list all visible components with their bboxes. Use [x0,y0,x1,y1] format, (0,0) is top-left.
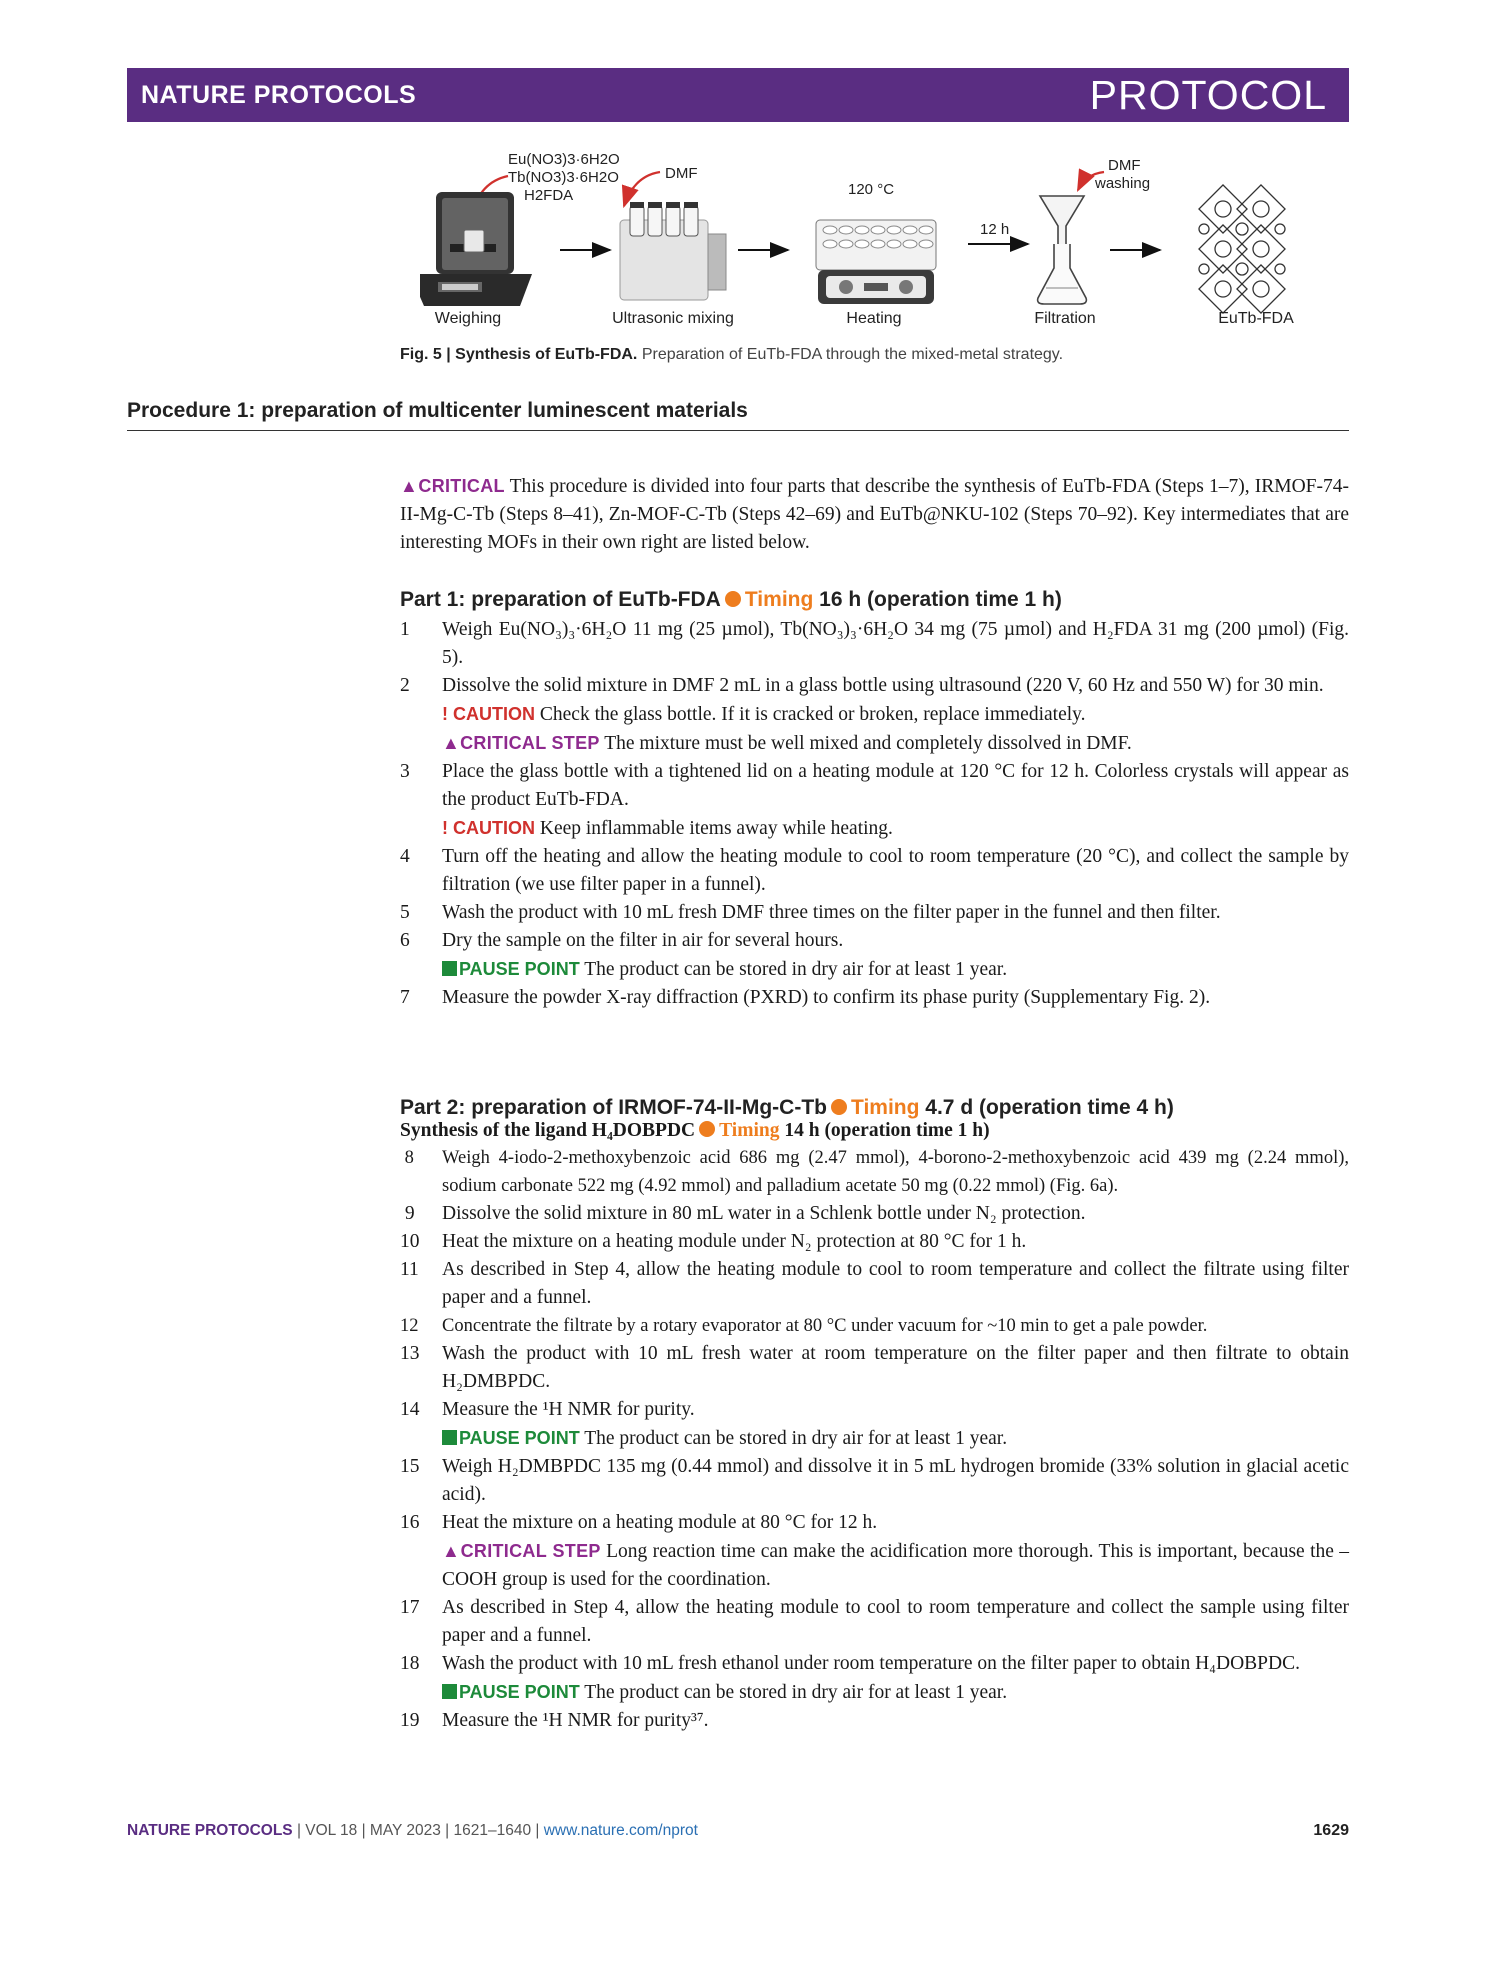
washing-label-text: washing [1095,175,1151,192]
step-2: 2 Dissolve the solid mixture in DMF 2 mL in a glass bottle using ultrasound (220 V, 60 Hz and 550 W) for 30 min. ! CAUTION Check the glass bottle. If it is cracked or broken, replace immediately. ▲CRITICAL STEP The mixture must be well mixed and completely dissolved in DMF. [400,672,1349,758]
step-1: 1 Weigh Eu(NO₃)₃·6H₂O 11 mg (25 µmol), Tb(NO₃)₃·6H₂O 34 mg (75 µmol) and H₂FDA 31 mg (200 µmol) (Fig. 5). [400,619,1349,668]
timing-dot-icon [699,1121,715,1137]
heading-divider [127,430,1349,431]
washing-label-dmf: DMF [1108,157,1141,174]
stage-label-product: EuTb-FDA [1218,310,1294,327]
stage-label-ultrasonic: Ultrasonic mixing [612,310,734,327]
balance-icon [420,192,532,306]
step-10: 10 Heat the mixture on a heating module under N₂ protection at 80 °C for 1 h. [400,1231,1027,1252]
footer-citation: | VOL 18 | MAY 2023 | 1621–1640 | [296,1822,540,1839]
step-18: 18 Wash the product with 10 mL fresh ethanol under room temperature on the filter paper to obtain H₄DOBPDC. PAUSE POINT The product can be stored in dry air for at least 1 year. [400,1650,1349,1707]
step-12: 12 Concentrate the filtrate by a rotary evaporator at 80 °C under vacuum for ~10 min to get a pale powder. [400,1316,1208,1336]
stage-label-weighing: Weighing [434,310,502,327]
caption-text: Preparation of EuTb-FDA through the mixed-metal strategy. [641,346,1064,363]
article-type: PROTOCOL [1089,72,1327,118]
part1-title: Part 1: preparation of EuTb-FDA Timing 16 h (operation time 1 h) [400,588,1062,611]
reagent-eu: Eu(NO3)3·6H2O [508,151,620,168]
timing-dot-icon [725,591,741,607]
step-13: 13 Wash the product with 10 mL fresh water at room temperature on the filter paper and then filtrate to obtain H₂DMBPDC. [400,1343,1349,1392]
ultrasonic-bath-icon [620,202,726,300]
procedure-intro [400,472,1349,557]
part1-timing: 16 h (operation time 1 h) [819,588,1062,611]
ligand-subtitle: Synthesis of the ligand H₄DOBPDC Timing 14 h (operation time 1 h) [400,1120,990,1141]
part2-timing: 4.7 d (operation time 4 h) [925,1096,1174,1119]
step-19: 19 Measure the ¹H NMR for purity³⁷. [400,1710,709,1731]
part1-section [400,588,1349,1012]
page-footer [127,1822,698,1840]
caption-label: Fig. 5 | Synthesis of EuTb-FDA. [400,346,638,363]
footer-url[interactable]: www.nature.com/nprot [543,1822,698,1839]
step-2-caution: ! CAUTION Check the glass bottle. If it is cracked or broken, replace immediately. [442,704,1086,725]
time-label: 12 h [980,221,1010,238]
temperature-label: 120 °C [848,181,895,198]
figure-caption [400,346,1063,364]
procedure-title: Procedure 1: preparation of multicenter luminescent materials [127,399,748,422]
reagent-h2fda: H2FDA [524,187,574,204]
part2-section [400,1096,1349,1735]
ligand-timing: 14 h (operation time 1 h) [784,1120,990,1141]
step-3: 3 Place the glass bottle with a tightened lid on a heating module at 120 °C for 12 h. Colorless crystals will appear as the product EuTb-FDA. ! CAUTION Keep inflammable items away while heating. [400,758,1349,843]
step-9: 9 Dissolve the solid mixture in 80 mL water in a Schlenk bottle under N₂ protection. [400,1203,1086,1224]
step-5: 5 Wash the product with 10 mL fresh DMF three times on the filter paper in the funnel and then filter. [400,902,1221,923]
step-17: 17 As described in Step 4, allow the heating module to cool to room temperature and collect the sample using filter paper and a funnel. [400,1597,1349,1646]
step-16: 16 Heat the mixture on a heating module at 80 °C for 12 h. ▲CRITICAL STEP Long reaction time can make the acidification more thorough. This is important, because the –COOH group is used for the coordination. [400,1509,1349,1594]
stage-label-filtration: Filtration [1034,310,1096,327]
step-2-critical: ▲CRITICAL STEP The mixture must be well mixed and completely dissolved in DMF. [442,733,1132,754]
filtration-icon [1038,196,1087,304]
step-14: 14 Measure the ¹H NMR for purity. PAUSE POINT The product can be stored in dry air for at least 1 year. [400,1396,1349,1453]
stage-label-heating: Heating [846,310,902,327]
dmf-label: DMF [665,165,698,182]
mof-structure-icon [1199,185,1285,313]
journal-name: NATURE PROTOCOLS [141,81,417,109]
step-4: 4 Turn off the heating and allow the heating module to cool to room temperature (20 °C), and collect the sample by filtration (we use filter paper in a funnel). [400,846,1349,895]
step-14-pause: PAUSE POINT The product can be stored in dry air for at least 1 year. [442,1424,1349,1453]
intro-text: This procedure is divided into four parts that describe the synthesis of EuTb-FDA (Steps 1–7), IRMOF-74-II-Mg-C-Tb (Steps 8–41), Zn-MOF-C-Tb (Steps 42–69) and EuTb@NKU-102 (Steps 70–92). Key intermediates that are interesting MOFs in their own right are listed below. [400,476,1349,553]
timing-dot-icon [831,1099,847,1115]
footer-journal: NATURE PROTOCOLS [127,1822,293,1839]
step-6-pause: PAUSE POINT The product can be stored in dry air for at least 1 year. [442,955,1349,984]
part2-title: Part 2: preparation of IRMOF-74-II-Mg-C-Tb Timing 4.7 d (operation time 4 h) [400,1096,1174,1119]
heating-module-icon [816,220,936,304]
journal-banner [127,68,1349,122]
step-11: 11 As described in Step 4, allow the heating module to cool to room temperature and collect the filtrate using filter paper and a funnel. [400,1259,1349,1308]
step-8: 8 Weigh 4-iodo-2-methoxybenzoic acid 686 mg (2.47 mmol), 4-borono-2-methoxybenzoic acid 439 mg (2.24 mmol), sodium carbonate 522 mg (4.92 mmol) and palladium acetate 50 mg (0.22 mmol) (Fig. 6a). [400,1148,1349,1196]
step-6: 6 Dry the sample on the filter in air for several hours. PAUSE POINT The product can be stored in dry air for at least 1 year. [400,927,1349,984]
reagent-tb: Tb(NO3)3·6H2O [508,169,619,186]
pause-icon [442,961,457,976]
pause-icon [442,1684,457,1699]
page-number: 1629 [1313,1822,1349,1839]
critical-tag: ▲CRITICAL [400,476,505,496]
step-7: 7 Measure the powder X-ray diffraction (PXRD) to confirm its phase purity (Supplementary Fig. 2). [400,987,1211,1008]
step-16-critical: ▲CRITICAL STEP Long reaction time can make the acidification more thorough. This is important, because the –COOH group is used for the coordination. [442,1541,1350,1590]
step-18-pause: PAUSE POINT The product can be stored in dry air for at least 1 year. [442,1678,1349,1707]
pause-icon [442,1430,457,1445]
step-15: 15 Weigh H₂DMBPDC 135 mg (0.44 mmol) and dissolve it in 5 mL hydrogen bromide (33% solution in glacial acetic acid). [400,1456,1349,1505]
step-3-caution: ! CAUTION Keep inflammable items away while heating. [442,818,893,839]
